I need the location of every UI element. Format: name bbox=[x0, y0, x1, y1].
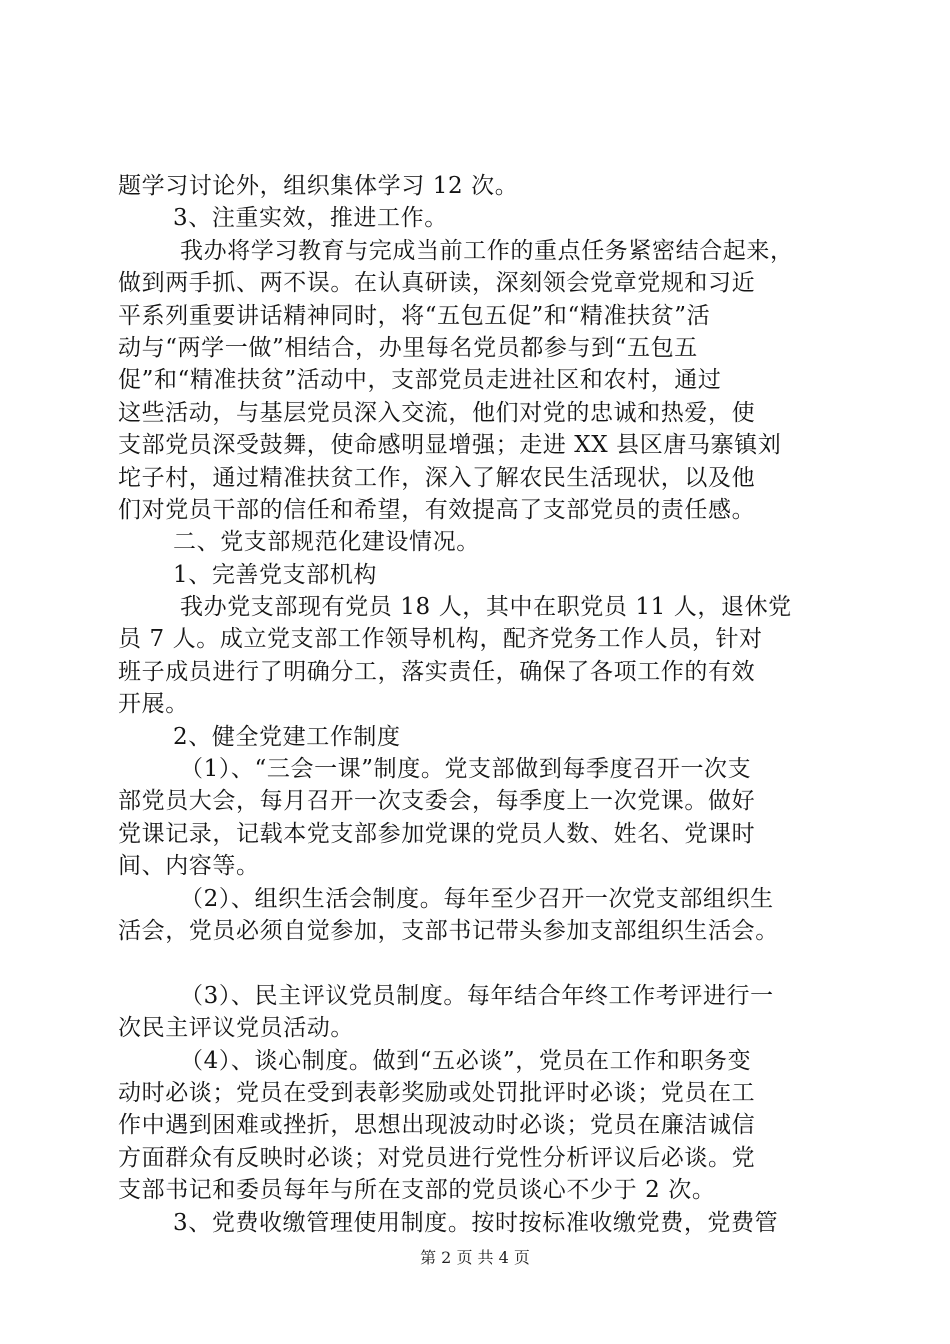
text-line: 1、完善党支部机构 bbox=[173, 561, 378, 588]
text-line: 次民主评议党员活动。 bbox=[118, 1015, 354, 1042]
page-footer: 第 2 页 共 4 页 bbox=[420, 1248, 530, 1267]
text-line: 支部党员深受鼓舞，使命感明显增强；走进 XX 县区唐马寨镇刘 bbox=[118, 432, 782, 459]
text-line: 活会，党员必须自觉参加，支部书记带头参加支部组织生活会。 bbox=[118, 917, 779, 944]
text-line: 间、内容等。 bbox=[118, 853, 260, 880]
text-line: （1）、“三会一课”制度。党支部做到每季度召开一次支 bbox=[180, 756, 752, 783]
text-line: 题学习讨论外，组织集体学习 12 次。 bbox=[118, 173, 519, 199]
text-line: 3、注重实效，推进工作。 bbox=[173, 205, 448, 232]
text-line: 3、党费收缴管理使用制度。按时按标准收缴党费，党费管 bbox=[173, 1209, 779, 1236]
text-line: 动与“两学一做”相结合，办里每名党员都参与到“五包五 bbox=[118, 334, 698, 361]
document-body bbox=[118, 170, 838, 1239]
text-line: 员 7 人。成立党支部工作领导机构，配齐党务工作人员，针对 bbox=[118, 626, 763, 653]
text-line: 动时必谈；党员在受到表彰奖励或处罚批评时必谈；党员在工 bbox=[118, 1079, 756, 1106]
text-line: 坨子村，通过精准扶贫工作，深入了解农民生活现状，以及他 bbox=[118, 464, 756, 491]
text-line: 这些活动，与基层党员深入交流，他们对党的忠诚和热爱，使 bbox=[118, 399, 756, 426]
text-line: 做到两手抓、两不误。在认真研读，深刻领会党章党规和习近 bbox=[118, 270, 756, 297]
text-line: 开展。 bbox=[118, 691, 189, 718]
text-line: 支部书记和委员每年与所在支部的党员谈心不少于 2 次。 bbox=[118, 1177, 716, 1204]
text-line: （2）、组织生活会制度。每年至少召开一次党支部组织生 bbox=[180, 885, 774, 912]
text-line: 二、党支部规范化建设情况。 bbox=[173, 529, 480, 556]
text-line: 作中遇到困难或挫折，思想出现波动时必谈；党员在廉洁诚信 bbox=[118, 1112, 756, 1139]
blank-line bbox=[118, 947, 838, 979]
text-line: （4）、谈心制度。做到“五必谈”，党员在工作和职务变 bbox=[180, 1047, 752, 1074]
text-line: 促”和“精准扶贫”活动中，支部党员走进社区和农村，通过 bbox=[118, 367, 722, 394]
text-line: 平系列重要讲话精神同时，将“五包五促”和“精准扶贫”活 bbox=[118, 302, 711, 329]
text-line: 部党员大会，每月召开一次支委会，每季度上一次党课。做好 bbox=[118, 788, 756, 815]
text-line: 方面群众有反映时必谈；对党员进行党性分析评议后必谈。党 bbox=[118, 1144, 756, 1171]
text-line: （3）、民主评议党员制度。每年结合年终工作考评进行一 bbox=[180, 982, 774, 1009]
text-line: 我办党支部现有党员 18 人，其中在职党员 11 人，退休党 bbox=[180, 594, 792, 621]
text-line: 党课记录，记载本党支部参加党课的党员人数、姓名、党课时 bbox=[118, 820, 756, 847]
text-line: 2、健全党建工作制度 bbox=[173, 723, 401, 750]
text-line: 班子成员进行了明确分工，落实责任，确保了各项工作的有效 bbox=[118, 658, 756, 685]
text-line: 我办将学习教育与完成当前工作的重点任务紧密结合起来， bbox=[180, 237, 794, 264]
text-line: 们对党员干部的信任和希望，有效提高了支部党员的责任感。 bbox=[118, 496, 756, 523]
